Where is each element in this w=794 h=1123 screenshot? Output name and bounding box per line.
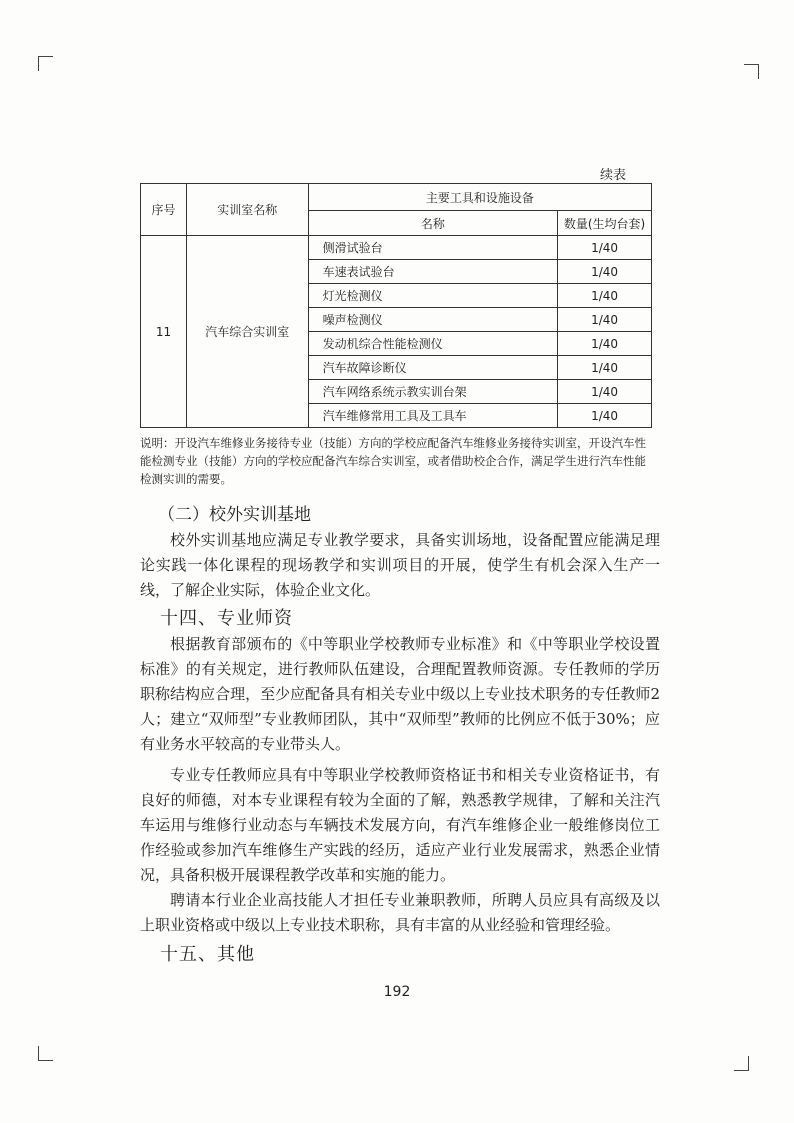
cell-equipment-qty: 1/40 (558, 404, 652, 428)
cell-equipment-name: 噪声检测仪 (308, 308, 557, 332)
cell-room: 汽车综合实训室 (186, 236, 308, 428)
header-room: 实训室名称 (186, 184, 308, 236)
section-heading-other: 十五、其他 (160, 944, 255, 965)
header-equipment: 主要工具和设施设备 (308, 184, 651, 211)
paragraph-faculty-2: 专业专任教师应具有中等职业学校教师资格证书和相关专业资格证书，有良好的师德，对本专业课程有较为全面的了解，熟悉教学规律，了解和关注汽车运用与维修行业动态与车辆技术发展方向，有汽车维修企业一般维修岗位工作经验或参加汽车维修生产实践的经历，适应产业行业发展需求，熟悉企业情况，具备积极开展课程教学改革和实施的能力。 (140, 766, 660, 884)
cell-equipment-name: 侧滑试验台 (308, 236, 557, 260)
cell-equipment-qty: 1/40 (558, 308, 652, 332)
equipment-table (140, 183, 652, 428)
cell-equipment-qty: 1/40 (558, 356, 652, 380)
continued-label: 续表 (600, 168, 627, 183)
cell-equipment-name: 车速表试验台 (308, 260, 557, 284)
cell-equipment-qty: 1/40 (558, 260, 652, 284)
cell-equipment-qty: 1/40 (558, 236, 652, 260)
section-heading-off-campus: （二）校外实训基地 (158, 505, 311, 525)
header-seq: 序号 (141, 184, 187, 236)
section-heading-faculty: 十四、专业师资 (160, 608, 293, 629)
table-note: 说明：开设汽车维修业务接待专业（技能）方向的学校应配备汽车维修业务接待实训室，开设汽车性能检测专业（技能）方向的学校应配备汽车综合实训室，或者借助校企合作，满足学生进行汽车性能检测实训的需要。 (140, 436, 646, 486)
crop-mark-bottom-right (734, 1056, 749, 1071)
header-qty: 数量(生均台套) (558, 211, 652, 236)
paragraph-faculty-1: 根据教育部颁布的《中等职业学校教师专业标准》和《中等职业学校设置标准》的有关规定，进行教师队伍建设，合理配置教师资源。专任教师的学历职称结构应合理，至少应配备具有相关专业中级以上专业技术职务的专任教师2人；建立“双师型”专业教师团队，其中“双师型”教师的比例应不低于30%；应有业务水平较高的专业带头人。 (140, 635, 660, 753)
cell-equipment-qty: 1/40 (558, 380, 652, 404)
cell-equipment-name: 发动机综合性能检测仪 (308, 332, 557, 356)
header-name: 名称 (308, 211, 557, 236)
cell-equipment-name: 汽车网络系统示教实训台架 (308, 380, 557, 404)
cell-equipment-name: 汽车故障诊断仪 (308, 356, 557, 380)
crop-mark-top-left (38, 56, 53, 71)
crop-mark-top-right (744, 64, 759, 79)
page-number: 192 (383, 984, 411, 1000)
cell-seq: 11 (141, 236, 187, 428)
paragraph-off-campus: 校外实训基地应满足专业教学要求，具备实训场地，设备配置应能满足理论实践一体化课程的现场教学和实训项目的开展，使学生有机会深入生产一线，了解企业实际，体验企业文化。 (140, 531, 660, 599)
crop-mark-bottom-left (38, 1046, 53, 1061)
paragraph-faculty-3: 聘请本行业企业高技能人才担任专业兼职教师，所聘人员应具有高级及以上职业资格或中级以上专业技术职称，具有丰富的从业经验和管理经验。 (140, 891, 660, 934)
cell-equipment-name: 汽车维修常用工具及工具车 (308, 404, 557, 428)
cell-equipment-name: 灯光检测仪 (308, 284, 557, 308)
cell-equipment-qty: 1/40 (558, 284, 652, 308)
cell-equipment-qty: 1/40 (558, 332, 652, 356)
